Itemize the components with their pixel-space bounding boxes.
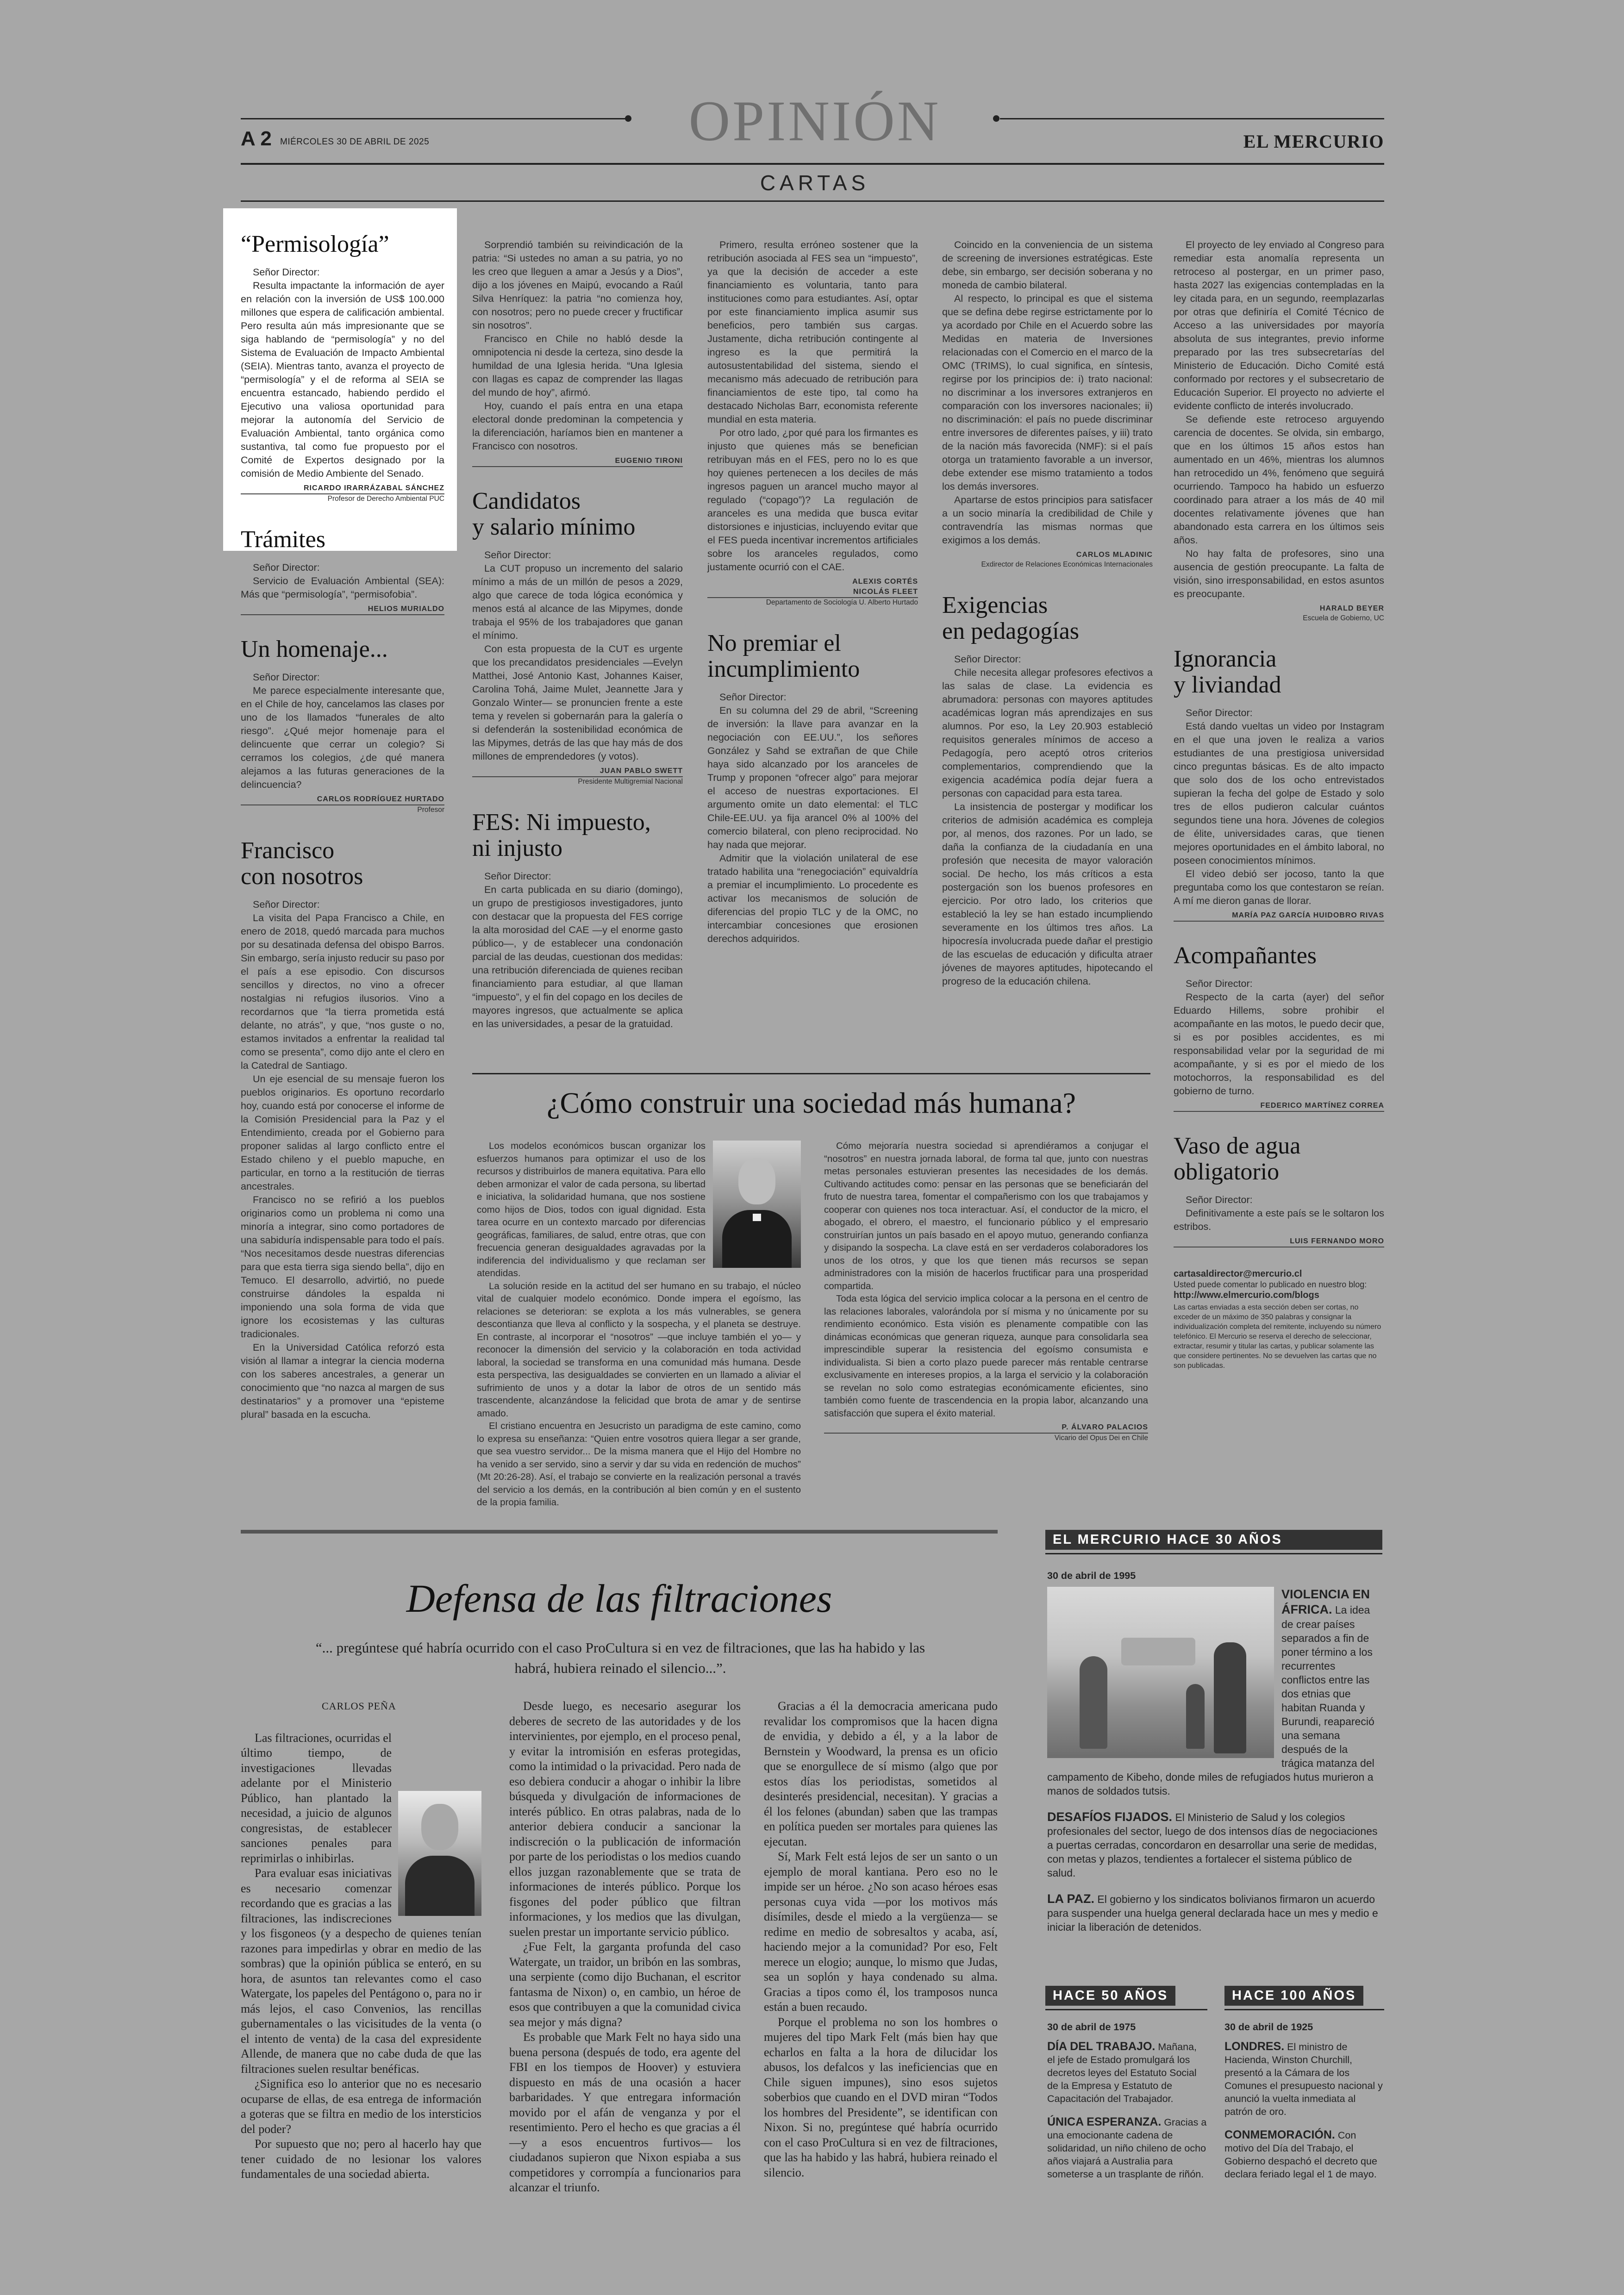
filtraciones-column-2 <box>509 1699 741 2195</box>
letter-francisco <box>241 838 444 1422</box>
letter-permisologia <box>241 231 444 504</box>
salutation: Señor Director: <box>484 549 551 561</box>
salutation: Señor Director: <box>484 871 551 882</box>
header-ornament-dot-right <box>993 115 999 122</box>
letter-paragraph: Definitivamente a este país se le soltaron los estribos. <box>1174 1208 1384 1232</box>
letter-title: Francisco <box>241 837 335 864</box>
salutation: Señor Director: <box>253 562 320 573</box>
letter-title: Ignorancia <box>1174 646 1277 672</box>
contact-blog-link[interactable]: http://www.elmercurio.com/blogs <box>1174 1290 1319 1300</box>
letter-body: Resulta impactante la información de ayer en relación con la inversión de US$ 100.000 millones que espera de calificación ambiental. Pero resulta aún más impresionante que se siga hablando de “permisología” y no del Sistema de Evaluación de Impacto Ambiental (SEIA). Mientras tanto, avanza el proyecto de “permisología” y el de reforma al SEIA se encuentra estancado, habiendo perdido el Ejecutivo una valiosa oportunidad para mejorar la autonomía del Servicio de Evaluación Ambiental, tanto orgánica como sustantiva, tal como fue propuesto por el Comité de Expertos designado por la comisión de Medio Ambiente del Senado. <box>241 280 444 479</box>
header-ornament-line-left <box>241 118 627 119</box>
column-5 <box>1174 238 1384 1371</box>
sociedad-author: P. ÁLVARO PALACIOS <box>824 1422 1148 1434</box>
letter-author-role: Escuela de Gobierno, UC <box>1303 614 1384 622</box>
letter-author-role: Profesor <box>417 806 444 814</box>
letter-paragraph: Con esta propuesta de la CUT es urgente que los precandidatos presidenciales —Evelyn Matthei, José Antonio Kast, Johannes Kaiser, Carolina Tohá, Jaime Mulet, Jeannette Jara y Gonzalo Winter— se pronuncien frente a este tema y revelen si gobernarán para la galería o si defenderán la sostenibilidad económica de las Mipymes, detrás de las que hay más de dos millones de emprendedores (y votos). <box>472 643 683 762</box>
salutation: Señor Director: <box>954 654 1021 665</box>
letter-tramites <box>241 527 444 615</box>
hace100-item-kicker: CONMEMORACIÓN. <box>1224 2128 1335 2141</box>
hace30-item <box>1047 1810 1380 1880</box>
filtraciones-paragraph: Las filtraciones, ocurridas el último tiempo, de investigaciones llevadas adelante por el Ministerio Público, han plantado la necesidad, a juicio de algunos congresistas, de establecer sanciones penales para reprimirlas o inhibirlas. <box>241 1731 392 1865</box>
salutation: Señor Director: <box>1186 978 1253 989</box>
letter-paragraph: El video debió ser jocoso, tanto la que preguntaba como los que contestaron se reían. A mí me dieron ganas de llorar. <box>1174 868 1384 906</box>
letter-incumplimiento <box>707 630 918 946</box>
hace50-header: HACE 50 AÑOS <box>1045 1986 1175 2006</box>
header-ornament-line-right <box>1000 118 1384 119</box>
letter-title-line-2: y salario mínimo <box>472 514 636 540</box>
letter-ignorancia <box>1174 646 1384 922</box>
filtraciones-paragraph: Para evaluar esas iniciativas es necesario comenzar recordando que es gracias a las filtraciones, las indiscreciones y los fisgoneos (y a despecho de quienes tenían razones para impedirlas y obrar en medio de las sombras) que la opinión pública se enteró, en su hora, de asuntos tan relevantes como el caso Watergate, los papeles del Pentágono o, para no ir más lejos, el caso Convenios, las rencillas gubernamentales o las vicisitudes de la venta (o el intento de venta) de la casa del expresidente Allende, de manera que no cabe duda de que las filtraciones suelen resultar benéficas. <box>241 1866 481 2076</box>
letter-paragraph: Chile necesita allegar profesores efectivos a las salas de clase. La evidencia es abrumadora: personas con mayores aptitudes académicas logran más aprendizajes en sus alumnos. Por eso, la Ley 20.903 estableció requisitos generales mínimos de acceso a Pedagogía, pero aceptó otros criterios complementarios, comprendiendo que la exigencia académica podía dejar fuera a personas con capacidad para esta tarea. <box>942 667 1153 799</box>
letter-author: HARALD BEYER <box>1319 605 1384 612</box>
hace50-item-kicker: DÍA DEL TRABAJO. <box>1047 2040 1156 2053</box>
hace30-item-kicker: DESAFÍOS FIJADOS. <box>1047 1810 1173 1824</box>
letter-paragraph: Admitir que la violación unilateral de ese tratado habilita una “renegociación” equivaldría a premiar el incumplimiento. Lo procedente es activar los mecanismos de solución de diferencias del propio TLC y de la OMC, no intercambiar concesiones que erosionen derechos adquiridos. <box>707 853 918 944</box>
sociedad-author-role: Vicario del Opus Dei en Chile <box>1054 1434 1148 1442</box>
photo-tent-shape <box>1121 1638 1195 1665</box>
filtraciones-paragraph: Porque el problema no son los hombres o mujeres del tipo Mark Felt (más bien hay que echarlos en falta a la hora de dilucidar los abusos, los defalcos y las ineficiencias que en Chile siguen impunes), sino esos sujetos soberbios que cuando en el DVD miran “Todos los hombres del Presidente”, se identifican con Nixon. Si no, pregúntese qué habría ocurrido con el caso ProCultura si en vez de filtraciones, que las ha habido y las habrá, hubiera reinado el silencio. <box>764 2015 998 2179</box>
letter-title: “Permisología” <box>241 231 389 257</box>
letter-author-role: Profesor de Derecho Ambiental PUC <box>327 495 444 503</box>
letter-author: RICARDO IRARRÁZABAL SÁNCHEZ <box>241 483 444 494</box>
hace100-item <box>1224 2040 1384 2118</box>
letter-paragraph: Se defiende este retroceso arguyendo carencia de docentes. Se olvida, sin embargo, que en los últimos 15 años estos han aumentado en un 46%, mientras los alumnos han retrocedido un 4%, fenómeno que seguirá ocurriendo. Tampoco ha habido un esfuerzo coordinado para atraer a los más de 40 mil docentes relativamente jóvenes que han abandonado esta carrera en los últimos seis años. <box>1174 414 1384 546</box>
hace50-item-text: Mañana, el jefe de Estado promulgará los decretos leyes del Estatuto Social de la Empresa y Estatuto de Capacitación del Trabajador. <box>1047 2041 1197 2104</box>
photo-figure-shape <box>1080 1656 1107 1749</box>
bottom-section-rule <box>241 1530 998 1534</box>
letter-title: FES: Ni impuesto, <box>472 809 651 836</box>
column-4 <box>942 238 1153 988</box>
hace100-header: HACE 100 AÑOS <box>1224 1986 1363 2006</box>
filtraciones-paragraph: Sí, Mark Felt está lejos de ser un santo o un ejemplo de moral kantiana. Pero eso no le impide ser un héroe. ¿No son acaso héroes esas personas cuya vida —por los motivos más disímiles, desde el miedo a la vergüenza— se redime en medio de sobresaltos y acaba, así, haciendo mejor a la comunidad? Por eso, Felt merece un elogio; aunque, lo mismo que Judas, sea un soplón y haya condenado su alma. Gracias a tipos como él, los tramposos nunca están a buen recaudo. <box>764 1850 998 2014</box>
newspaper-brand: EL MERCURIO <box>1243 131 1384 152</box>
letter-author: JUAN PABLO SWETT <box>472 766 683 777</box>
hace30-item-text: El gobierno y los sindicatos bolivianos firmaron un acuerdo para suspender una huelga general declarada hace un mes y medio e iniciar la liberación de detenidos. <box>1047 1893 1378 1933</box>
column-2 <box>472 238 683 1031</box>
column-1 <box>241 231 444 1422</box>
letter-paragraph: La insistencia de postergar y modificar los criterios de admisión académica es compleja por, al menos, dos razones. Por un lado, se daña la confianza de la ciudadanía en una profesión que necesita de mayor valoración social. De hecho, los más críticos a esta postergación son los buenos profesores en ejercicio. Por otro lado, los criterios que estableció la ley se han estado incumpliendo severamente en los últimos tres años. La hipocresía involucrada puede dañar el prestigio de las escuelas de educación y dificulta atraer jóvenes de mayores aptitudes, hipotecando el progreso de la educación chilena. <box>942 801 1153 987</box>
author-photo-pena <box>398 1791 481 1916</box>
contact-rules: Las cartas enviadas a esta sección deben ser cortas, no exceder de un máximo de 350 palabras y consignar la individualización completa del remitente, incluyendo su número telefónico. El Mercurio se reserva el derecho de seleccionar, extractar, resumir y titular las cartas, y publicar solamente las que considere pertinentes. No se devuelven las cartas que no son publicadas. <box>1174 1303 1381 1370</box>
salutation: Señor Director: <box>253 672 320 683</box>
letter-paragraph: Apartarse de estos principios para satisfacer a un socio minaría la credibilidad de Chile y contravendría las mismas normas que exigimos a los demás. <box>942 494 1153 546</box>
letter-author: CARLOS MLADINIC <box>1076 551 1153 559</box>
hace30-lead-text: La idea de crear países separados a fin de poner término a los recurrentes conflictos entre las dos etnias que habitan Ruanda y Burundi, reapareció una semana después de la trágica matanza del campamento de Kibeho, donde miles de refugiados hutus murieron a manos de soldados tutsis. <box>1047 1604 1374 1797</box>
sociedad-top-rule <box>472 1073 1150 1074</box>
filtraciones-paragraph: ¿Fue Felt, la garganta profunda del caso Watergate, un traidor, un bribón en las sombras, una serpiente (como dijo Buchanan, el escritor fantasma de Nixon) o, en cambio, un héroe de esos que contribuyen a que la comunidad civica sea mejor y más digna? <box>509 1940 741 2029</box>
letter-paragraph: El proyecto de ley enviado al Congreso para remediar esta anomalía representa un retroceso al postergar, en un primer paso, hasta 2027 las exigencias contempladas en la ley citada para, en un segundo, reemplazarlas por otras que definiría el Comité Técnico de Acceso a las universidades por mayoría absoluta de sus integrantes, previo informe preparado por las tres subsecretarías del Ministerio de Educación. Dicho Comité está conformado por rectores y el subsecretario de Educación Superior. El proyecto no advierte el evidente conflicto de interés involucrado. <box>1174 239 1384 412</box>
letter-title: Exigencias <box>942 592 1048 618</box>
letter-paragraph: En la Universidad Católica reforzó esta visión al llamar a integrar la ciencia moderna con los saberes ancestrales, a generar un conocimiento que “no nazca al margen de sus destinatarios” y a promover una “episteme plural” basada en la escucha. <box>241 1342 444 1420</box>
hace30-box <box>1047 1569 1380 1934</box>
letter-paragraph: Primero, resulta erróneo sostener que la retribución asociada al FES sea un “impuesto”, ya que la decisión de acceder a este financiamiento es voluntaria, tanto para instituciones como para estudiantes. Así, optar por este financiamiento implica asumir sus beneficios, pero también sus cargas. Justamente, dicha retribución contingente al ingreso es la que permitirá la autosustentabilidad del sistema, siendo el mecanismo más adecuado de retribución para financiamientos de este tipo, tal como ha destacado Nicholas Barr, economista referente mundial en esta materia. <box>707 239 918 425</box>
contact-box <box>1174 1269 1384 1371</box>
hace30-item-text: El Ministerio de Salud y los colegios profesionales del sector, luego de dos intensos días de negociaciones a puertas cerradas, concordaron en desarrollar una serie de medidas, con metas y plazos, tendientes a fortalecer el sistema público de salud. <box>1047 1811 1378 1879</box>
letter-author-role: Exdirector de Relaciones Económicas Internacionales <box>981 561 1153 568</box>
sociedad-paragraph: Los modelos económicos buscan organizar los esfuerzos humanos para optimizar el uso de los recursos y distribuirlos de manera equitativa. Para ello deben armonizar el valor de cada persona, su libertad e iniciativa, la solidaridad humana, que nos sostiene como hijos de Dios, todos con igual dignidad. Esta tarea ocurre en un contexto marcado por diferencias geográficas, familiares, de salud, entre otras, que con frecuencia generan desigualdades agravadas por la indiferencia del individualismo y que reclaman ser atendidas. <box>477 1141 706 1278</box>
letter-paragraph: Sorprendió también su reivindicación de la patria: “Si ustedes no aman a su patria, yo no les creo que lleguen a amar a Jesús y a Dios”, dijo a los jóvenes en Maipú, evocando a Raúl Silva Henríquez: la patria “no comienza hoy, con nosotros; pero no puede crecer y fructificar sin nosotros”. <box>472 239 683 331</box>
salutation: Señor Director: <box>253 267 320 278</box>
letter-paragraph: La CUT propuso un incremento del salario mínimo a más de un millón de pesos a 2029, algo que carece de toda lógica económica y menos está al alcance de las Mipymes, donde trabaja el 95% de los trabajadores que ganan el mínimo. <box>472 563 683 641</box>
letter-paragraph: En carta publicada en su diario (domingo), un grupo de prestigiosos investigadores, junto con destacar que la propuesta del FES corrige la alta morosidad del CAE —y el enorme gasto público—, y de establecer una condonación parcial de las deudas, cuestionan dos medidas: una retribución diferenciada de quienes reciban financiamiento para estudiar, al que llaman “impuesto”, y el fin del copago en los deciles de mayores ingresos, que actualmente se aplica en las universidades, a pesar de la gratuidad. <box>472 884 683 1029</box>
letter-paragraph: Por otro lado, ¿por qué para los firmantes es injusto que quienes más se benefician retribuyan más en el FES, pero no lo es que hoy quienes pertenecen a los deciles de más ingresos paguen un arancel mucho mayor al regulado (“copago”)? La regulación de aranceles es una medida que busca evitar distorsiones e injusticias, incluyendo evitar que el FES pueda incentivar incrementos artificiales sobre los aranceles regulados, como justamente ocurrió con el CAE. <box>707 427 918 573</box>
filtraciones-author: CARLOS PEÑA <box>322 1700 396 1712</box>
photo-collar-shape <box>753 1214 761 1221</box>
letter-fes <box>472 810 683 1031</box>
filtraciones-column-3 <box>764 1699 998 2180</box>
hace100-rule <box>1224 2009 1384 2010</box>
letter-author: CARLOS RODRÍGUEZ HURTADO <box>241 794 444 805</box>
letter-homenaje <box>241 636 444 815</box>
hace50-item <box>1047 2115 1207 2181</box>
column-3 <box>707 238 918 946</box>
letter-title-line-2: y liviandad <box>1174 672 1281 698</box>
letter-author: EUGENIO TIRONI <box>472 456 683 467</box>
letter-title-line-2: ni injusto <box>472 835 563 861</box>
letter-body: Me parece especialmente interesante que, en el Chile de hoy, cancelamos las clases por uno de los llamados “funerales de alto riesgo”. ¿Qué mejor homenaje para el delincuente que cerrar un colegio? Si cerramos los colegios, ¿de qué manera alejamos a las futuras generaciones de la delincuencia? <box>241 685 444 790</box>
header-bottom-rule <box>241 163 1384 165</box>
letter-paragraph: Francisco en Chile no habló desde la omnipotencia ni desde la certeza, sino desde la humildad de una Iglesia herida. “Una Iglesia con llagas es capaz de comprender las llagas del mundo de hoy”, afirmó. <box>472 333 683 398</box>
letter-paragraph: La visita del Papa Francisco a Chile, en enero de 2018, quedó marcada para muchos por su desatinada defensa del obispo Barros. Sin embargo, sería injusto reducir su paso por el país a ese episodio. Con discursos sencillos y directos, no vino a ofrecer nostalgias ni refugios ilusorios. Vino a recordarnos que “la tierra prometida está delante, no atrás”, y que, “nos guste o no, estamos invitados a enfrentar la realidad tal como se presenta”, como dijo ante el clero en la Catedral de Santiago. <box>241 912 444 1071</box>
letter-paragraph: Respecto de la carta (ayer) del señor Eduardo Hillems, sobre prohibir el acompañante en las motos, le puedo decir que, si es por posibles accidentes, es mi responsabilidad velar por la seguridad de mi acompañante, y si es por el miedo de los motochorros, la responsabilidad es del gobierno de turno. <box>1174 992 1384 1097</box>
letter-paragraph: Hoy, cuando el país entra en una etapa electoral donde predominan la competencia y la diferenciación, haríamos bien en mantener a Francisco con nosotros. <box>472 400 683 452</box>
sociedad-column-2 <box>824 1140 1148 1445</box>
salutation: Señor Director: <box>1186 1194 1253 1205</box>
letter-exigencias <box>942 592 1153 988</box>
hace30-photo <box>1047 1587 1274 1758</box>
hace30-item <box>1047 1892 1380 1934</box>
filtraciones-paragraph: Desde luego, es necesario asegurar los deberes de secreto de las autoridades y de los intervinientes, por ejemplo, en el proceso penal, y evitar la intromisión en esferas protegidas, como la intimidad o la privacidad. Pero nada de eso debiera conducir a ahogar o inhibir la libre búsqueda y divulgación de informaciones de interés público. En otras palabras, nada de lo anterior debiera conducir a sancionar la indiscreción o la publicación de información por parte de los periodistas o los medios cuando ellos juzgan razonablemente que se trata de informaciones de interés público. Porque los fisgones del poder público que filtran informaciones, y los medios que las divulgan, suelen prestar un importante servicio público. <box>509 1699 741 1939</box>
subsection-rule <box>241 200 1384 202</box>
letter-paragraph: En su columna del 29 de abril, “Screening de inversión: la llave para avanzar en la negociación con EE.UU.”, los señores González y Sahd se extrañan de que Chile haya sido alcanzado por los aranceles de Trump y proponen “ofrecer algo” para mejorar el acceso de nuestras exportaciones. El argumento omite un dato elemental: el TLC Chile-EE.UU. ya fija arancel 0% al 100% del comercio bilateral, con pleno reciprocidad. No hay nada que mejorar. <box>707 705 918 850</box>
hace100-item-text: El ministro de Hacienda, Winston Churchill, presentó a la Cámara de los Comunes el presupuesto nacional y anunció la vuelta inmediata al patrón de oro. <box>1224 2041 1383 2117</box>
letter-acompanantes <box>1174 943 1384 1112</box>
filtraciones-paragraph: ¿Significa eso lo anterior que no es necesario ocuparse de ellas, de esa entrega de información a goteras que se filtra en medio de los intersticios del poder? <box>241 2077 481 2136</box>
letter-title: Acompañantes <box>1174 942 1317 969</box>
hace30-rule <box>1045 1553 1382 1554</box>
letter-title: Vaso de agua <box>1174 1133 1301 1159</box>
photo-figure-shape <box>1214 1642 1246 1753</box>
subsection-title: CARTAS <box>760 171 870 195</box>
letter-author: MARÍA PAZ GARCÍA HUIDOBRO RIVAS <box>1174 911 1384 922</box>
hace30-date: 30 de abril de 1995 <box>1047 1570 1136 1581</box>
hace50-rule <box>1045 2009 1207 2010</box>
letter-paragraph: Al respecto, lo principal es que el sistema que se defina debe regirse estrictamente por lo ya acordado por Chile en el Acuerdo sobre las Medidas en materia de Inversiones relacionadas con el Comercio en el marco de la OMC (TRIMS), lo cual significa, en síntesis, regirse por los principios de: i) trato nacional: no discriminar a los inversores extranjeros en comparación con los inversores nacionales; ii) no discriminación: el país no puede discriminar entre inversores de diferentes países, y iii) trato de la nación más favorecida (NMF): si el país otorga un tratamiento favorable a un inversor, debe extender ese mismo tratamiento a todos los demás inversores. <box>942 293 1153 492</box>
letter-author-role: Presidente Multigremial Nacional <box>578 778 683 786</box>
hace50-item-kicker: ÚNICA ESPERANZA. <box>1047 2115 1162 2128</box>
filtraciones-paragraph: Gracias a él la democracia americana pudo revalidar los compromisos que la hacen digna de envidia, y debido a él, y a la labor de Bernstein y Woodward, la prensa es un oficio que se enorgullece de sí mismo (algo que por estos días los periodistas, sometidos al desinterés presidencial, necesitan). Y gracias a él los felones (abundan) saben que las trampas en política pueden ser mortales para quienes las ejecutan. <box>764 1699 998 1848</box>
letter-author-role: Departamento de Sociología U. Alberto Hurtado <box>766 599 918 606</box>
section-title: OPINIÓN <box>688 89 941 153</box>
hace100-box <box>1224 2021 1384 2181</box>
hace30-item-kicker: LA PAZ. <box>1047 1892 1094 1906</box>
letter-candidatos <box>472 488 683 786</box>
photo-body-shape <box>405 1856 475 1916</box>
letter-title: Trámites <box>241 526 325 553</box>
hace100-date: 30 de abril de 1925 <box>1224 2021 1313 2033</box>
letter-title-line-2: incumplimiento <box>707 656 860 682</box>
hace30-header: EL MERCURIO HACE 30 AÑOS <box>1045 1530 1382 1550</box>
salutation: Señor Director: <box>719 692 787 703</box>
letter-author: HELIOS MURIALDO <box>241 604 444 615</box>
letter-vaso <box>1174 1133 1384 1247</box>
letter-title: Candidatos <box>472 488 581 514</box>
letter-paragraph: No hay falta de profesores, sino una ausencia de gestión preocupante. La falta de visión, sino irresponsabilidad, en estos asuntos es preocupante. <box>1174 548 1384 599</box>
filtraciones-paragraph: Es probable que Mark Felt no haya sido una buena persona (después de todo, era agente del FBI en los tiempos de Hoover) y estuviera dispuesto en más de una ocasión a hacer barbaridades. Y que entregara información movido por el afán de venganza y por el resentimiento. Pero el hecho es que gracias a él —y a esos encuentros furtivos— los ciudadanos supieron que Nixon espiaba a sus competidores y corrompía a funcionarios para alcanzar el triunfo. <box>509 2030 741 2194</box>
sociedad-paragraph: El cristiano encuentra en Jesucristo un paradigma de este camino, como lo expresa su enseñanza: “Quien entre vosotros quiera llegar a ser grande, que sea vuestro servidor... De la misma manera que el Hijo del Hombre no ha venido a ser servido, sino a servir y dar su vida en redención de muchos” (Mt 20:26-28). Así, el trabajo se convierte en la realización personal a través del servicio a los demás, en la contribución al bien común y en el sustento de la propia familia. <box>477 1421 801 1508</box>
letter-paragraph: Está dando vueltas un video por Instagram en el que una joven le realiza a varios estudiantes de una prestigiosa universidad cinco preguntas básicas. Es de alto impacto que solo dos de los ocho entrevistados supieran la fecha del golpe de Estado y solo tres de ellos pudieron calcular cuántos segundos tiene una hora. Jóvenes de colegios de élite, universidades caras, que tienen mejores oportunidades en el ámbito laboral, no poseen conocimientos mínimos. <box>1174 721 1384 866</box>
salutation: Señor Director: <box>253 899 320 910</box>
filtraciones-title: Defensa de las filtraciones <box>406 1576 832 1621</box>
photo-head-shape <box>738 1158 775 1204</box>
edition-date: MIÉRCOLES 30 DE ABRIL DE 2025 <box>280 137 430 147</box>
salutation: Señor Director: <box>1186 707 1253 718</box>
hace50-date: 30 de abril de 1975 <box>1047 2021 1136 2033</box>
letter-author-2: NICOLÁS FLEET <box>707 587 918 598</box>
filtraciones-column-1 <box>241 1699 481 2182</box>
hace100-item-kicker: LONDRES. <box>1224 2040 1285 2053</box>
contact-email[interactable]: cartasaldirector@mercurio.cl <box>1174 1269 1302 1279</box>
sociedad-paragraph: Cómo mejoraría nuestra sociedad si aprendiéramos a conjugar el “nosotros” en nuestra jornada laboral, de forma tal que, junto con nuestras metas personales estuvieran presentes las necesidades de los demás. Cultivando actitudes como: pensar en las personas que se beneficiarán del fruto de nuestra tarea, fomentar el compañerismo con los que trabajamos y cooperar con quienes nos toca interactuar. Así, el conductor de la micro, el abogado, el obrero, el maestro, el funcionario público y el empresario construirían juntos un país basado en el apoyo mutuo, generando confianza y disipando la sospecha. La clave está en ser verdaderos colaboradores los unos de los otros, y que los que tienen más recursos se sepan administradores con la misión de hacerlos fructificar para una prosperidad compartida. <box>824 1141 1148 1291</box>
letter-author: LUIS FERNANDO MORO <box>1174 1236 1384 1247</box>
page-number: A 2 <box>241 127 272 150</box>
sociedad-paragraph: La solución reside en la actitud del ser humano en su trabajo, el núcleo vital de cualquier modelo económico. Donde impera el egoísmo, las relaciones se deterioran: se explota a los más vulnerables, se genera descontianza que lleva al conflicto y la sospecha, y el planeta se destruye. En contraste, al incorporar el “nosotros” —que incluye también el yo— y reconocer la dimensión del servicio y la colaboración en toda actividad laboral, la sociedad se transforma en una comunidad más humana. Desde esta perspectiva, las desigualdades se convierten en un llamado a aliviar el sufrimiento de unos y a dotar la labor de otros de un sentido más trascendente, alcanzándose la felicidad que brota de amar y de sentirse amado. <box>477 1280 801 1419</box>
hace50-item-text: Gracias a una emocionante cadena de solidaridad, un niño chileno de ocho años viajará a Australia para someterse a un trasplante de riñón. <box>1047 2117 1207 2180</box>
filtraciones-deck: “... pregúntese qué habría ocurrido con el caso ProCultura si en vez de filtraciones, que las ha habido y las habrá, hubiera reinado el silencio...”. <box>315 1640 925 1676</box>
letter-title-line-2: con nosotros <box>241 863 363 890</box>
hace50-box <box>1047 2021 1207 2181</box>
filtraciones-paragraph: Por supuesto que no; pero al hacerlo hay que tener cuidado de no lesionar los valores fundamentales de una sociedad abierta. <box>241 2137 481 2181</box>
letter-author: FEDERICO MARTÍNEZ CORREA <box>1174 1101 1384 1112</box>
header-ornament-dot-left <box>625 115 631 122</box>
hace50-item <box>1047 2040 1207 2105</box>
photo-head-shape <box>421 1804 458 1850</box>
letter-title-line-2: obligatorio <box>1174 1159 1280 1185</box>
hace100-item-text: Con motivo del Día del Trabajo, el Gobierno despachó el decreto que declara feriado legal el 1 de mayo. <box>1224 2130 1377 2180</box>
hace30-lead-kicker: VIOLENCIA EN ÁFRICA. <box>1281 1587 1370 1616</box>
letter-title: Un homenaje... <box>241 636 388 662</box>
letter-paragraph: Francisco no se refirió a los pueblos originarios como un problema ni como una minoría a integrar, sino como portadores de una sabiduría indispensable para todo el país. “Nos necesitamos desde nuestras diferencias para que esta tierra siga siendo bella”, dijo en Temuco. El desarrollo, advirtió, no puede construirse dándoles la espalda ni imponiendo una sola forma de vida que ignore los ecosistemas y las culturas tradicionales. <box>241 1194 444 1340</box>
sociedad-title: ¿Cómo construir una sociedad más humana? <box>547 1086 1076 1119</box>
author-photo-palacios <box>713 1141 801 1268</box>
sociedad-paragraph: Toda esta lógica del servicio implica colocar a la persona en el centro de las relaciones laborales, valorándola por sí misma y no únicamente por su rendimiento económico. Esta visión es plenamente compatible con las dinámicas económicas que generan riqueza, aunque para consolidarla sea imprescindible superar la resistencia del egoísmo consumista e individualista. Si bien a corto plazo puede parecer más rentable centrarse exclusivamente en intereses propios, a la larga el servicio y la colaboración se revelan no solo como estrategias económicamente eficientes, sino también como fuente de trascendencia en la propia labor, alcanzando una satisfacción que supera el éxito material. <box>824 1293 1148 1419</box>
contact-note: Usted puede comentar lo publicado en nuestro blog: <box>1174 1280 1367 1289</box>
letter-body: Servicio de Evaluación Ambiental (SEA): Más que “permisología”, “permisofobia”. <box>241 575 444 600</box>
photo-figure-shape <box>1186 1684 1205 1749</box>
letter-paragraph: Coincido en la conveniencia de un sistema de screening de inversiones estratégicas. Este debe, sin embargo, ser decisión soberana y no moneda de cambio bilateral. <box>942 239 1153 291</box>
sociedad-column-1 <box>477 1140 801 1509</box>
letter-author: ALEXIS CORTÉS <box>852 578 918 586</box>
hace100-item <box>1224 2128 1384 2181</box>
letter-paragraph: Un eje esencial de su mensaje fueron los pueblos originarios. Es oportuno recordarlo hoy, cuando está por conocerse el informe de la Comisión Presidencial para la Paz y el Entendimiento, creada por el Gobierno para proponer salidas al largo conflicto entre el Estado chileno y el pueblo mapuche, en particular, en torno a la restitución de tierras ancestrales. <box>241 1073 444 1192</box>
letter-title: No premiar el <box>707 630 841 656</box>
letter-title-line-2: en pedagogías <box>942 618 1080 644</box>
